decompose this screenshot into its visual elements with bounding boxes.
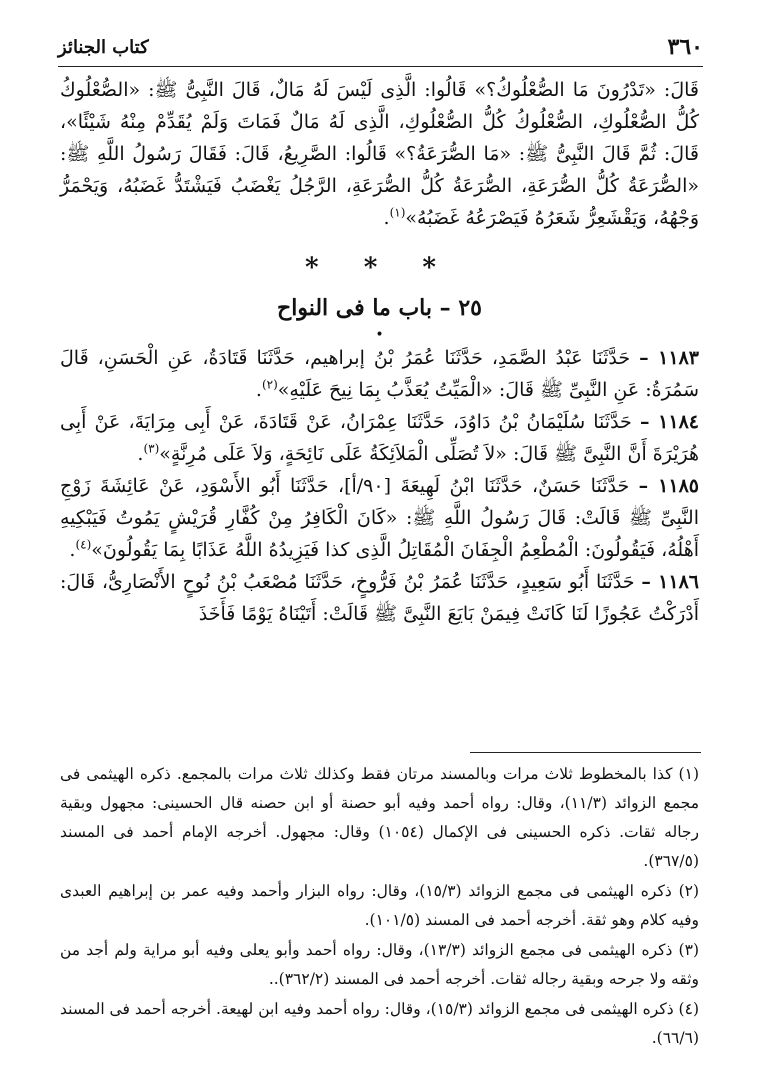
page-number: ٣٦٠ bbox=[667, 34, 703, 60]
book-title: كتاب الجنائز bbox=[58, 36, 149, 58]
hadith-text: حَدَّثَنَا عَبْدُ الصَّمَدِ، حَدَّثَنَا عُمَرُ بْنُ إبراهيم، حَدَّثَنَا قَتَادَةُ، عَنِ الْحَسَنِ، قَالَ سَمُرَةُ: عَنِ النَّبِىِّ ﷺ قَالَ: «الْمَيِّتُ يُعَذَّبُ بِمَا نِيحَ عَلَيْهِ» bbox=[60, 347, 699, 401]
hadith-1183: ١١٨٣ – حَدَّثَنَا عَبْدُ الصَّمَدِ، حَدَّثَنَا عُمَرُ بْنُ إبراهيم، حَدَّثَنَا قَتَادَةُ، عَنِ الْحَسَنِ، قَالَ سَمُرَةُ: عَنِ النَّبِىِّ ﷺ قَالَ: «الْمَيِّتُ يُعَذَّبُ بِمَا نِيحَ عَلَيْهِ»$^{(٢)}$. bbox=[60, 347, 699, 401]
footnote-ref: (١) bbox=[389, 205, 406, 220]
main-text bbox=[60, 74, 699, 630]
footnote-ref: (٢) bbox=[261, 377, 278, 392]
dot-mark: • bbox=[375, 327, 384, 343]
footnote-ref: (٣) bbox=[143, 441, 160, 456]
footnote-ref: (٤) bbox=[75, 537, 92, 552]
footnotes bbox=[60, 760, 699, 1054]
hadith-number: ١١٨٣ – bbox=[639, 347, 699, 369]
section-separator: * * * bbox=[305, 253, 454, 283]
hadith-number: ١١٨٤ – bbox=[639, 411, 699, 433]
hadith-number: ١١٨٥ – bbox=[638, 475, 699, 497]
hadith-text: حَدَّثَنَا أَبُو سَعِيدٍ، حَدَّثَنَا عُمَرُ بْنُ فَرُّوخٍ، حَدَّثَنَا مُصْعَبُ بْنُ نُوحٍ الأَنْصَارِىُّ، قَالَ: أَدْرَكْتُ عَجُوزًا لَنَا كَانَتْ فِيمَنْ بَايَعَ النَّبِىَّ ﷺ قَالَتْ: أَتَيْنَاهُ يَوْمًا فَأَخَذَ bbox=[60, 571, 699, 625]
hadith-1186 bbox=[60, 566, 699, 630]
hadith-number: ١١٨٦ – bbox=[641, 571, 699, 593]
hadith-text: حَدَّثَنَا سُلَيْمَانُ بْنُ دَاوُدَ، حَدَّثَنَا عِمْرَانُ، عَنْ قَتَادَةَ، عَنْ أَبِى مِرَايَةَ، عَنْ أَبِى هُرَيْرَةَ أَنَّ النَّبِىَّ ﷺ قَالَ: «لاَ تُصَلِّى الْمَلاَئِكَةُ عَلَى نَائِحَةٍ، وَلاَ عَلَى مُرِنَّةٍ» bbox=[60, 411, 699, 465]
hadith-1185: ١١٨٥ – حَدَّثَنَا حَسَنٌ، حَدَّثَنَا ابْنُ لَهِيعَةَ [٩٠/أ]، حَدَّثَنَا أَبُو الأَسْوَدِ، عَنْ عَائِشَةَ زَوْجِ النَّبِىِّ ﷺ قَالَتْ: قَالَ رَسُولُ اللَّهِ ﷺ: «كَانَ الْكَافِرُ مِنْ كُفَّارِ قُرَيْشٍ يَمُوتُ فَيَبْكِيهِ أَهْلُهُ، فَيَقُولُونَ: الْمُطْعِمُ الْجِفَانَ الْمُقَاتِلُ الَّذِى كذا فَيَزِيدُهُ اللَّهُ عَذَابًا بِمَا يَقُولُونَ»$^{(٤)}$. bbox=[60, 475, 699, 561]
footnote-1: (١) كذا بالمخطوط ثلاث مرات وبالمسند مرتان فقط وكذلك ثلاث مرات بالمجمع. ذكره الهيثمى فى مجمع الزوائد (١١/٣)، وقال: رواه أحمد وفيه أبو حصنة أو ابن حصنه قال الحسينى: مجهول وبقية رجاله ثقات. ذكره الحسينى فى الإكمال (١٠٥٤) وقال: مجهول. أخرجه الإمام أحمد فى المسند (٣٦٧/٥). bbox=[60, 765, 699, 870]
continued-hadith-text: قَالَ: «تَدْرُونَ مَا الصُّعْلُوكُ؟» قَالُوا: الَّذِى لَيْسَ لَهُ مَالٌ، قَالَ النَّبِىُّ ﷺ: «الصُّعْلُوكُ كُلُّ الصُّعْلُوكِ، الصُّعْلُوكُ كُلُّ الصُّعْلُوكِ، الَّذِى لَهُ مَالٌ فَمَاتَ وَلَمْ يُقَدِّمْ مِنْهُ شَيْئًا»، قَالَ: ثُمَّ قَالَ النَّبِىُّ ﷺ: «مَا الصُّرَعَةُ؟» قَالُوا: الصَّرِيعُ، قَالَ: فَقَالَ رَسُولُ اللَّهِ ﷺ: «الصُّرَعَةُ كُلُّ الصُّرَعَةِ، الصُّرَعَةُ كُلُّ الصُّرَعَةِ، الرَّجُلُ يَغْضَبُ فَيَشْتَدُّ غَضَبُهُ، وَيَحْمَرُّ وَجْهُهُ، وَيَقْشَعِرُّ شَعَرُهُ فَيَصْرَعُهُ غَضَبُهُ» bbox=[60, 79, 699, 229]
footnote-rule bbox=[470, 752, 701, 753]
continued-hadith: قَالَ: «تَدْرُونَ مَا الصُّعْلُوكُ؟» قَالُوا: الَّذِى لَيْسَ لَهُ مَالٌ، قَالَ النَّبِىُّ ﷺ: «الصُّعْلُوكُ كُلُّ الصُّعْلُوكِ، الصُّعْلُوكُ كُلُّ الصُّعْلُوكِ، الَّذِى لَهُ مَالٌ فَمَاتَ وَلَمْ يُقَدِّمْ مِنْهُ شَيْئًا»، قَالَ: ثُمَّ قَالَ النَّبِىُّ ﷺ: «مَا الصُّرَعَةُ؟» قَالُوا: الصَّرِيعُ، قَالَ: فَقَالَ رَسُولُ اللَّهِ ﷺ: «الصُّرَعَةُ كُلُّ الصُّرَعَةِ، الصُّرَعَةُ كُلُّ الصُّرَعَةِ، الرَّجُلُ يَغْضَبُ فَيَشْتَدُّ غَضَبُهُ، وَيَحْمَرُّ وَجْهُهُ، وَيَقْشَعِرُّ شَعَرُهُ فَيَصْرَعُهُ غَضَبُهُ»$^{(١)}$. bbox=[60, 79, 699, 229]
footnote-3: (٣) ذكره الهيثمى فى مجمع الزوائد (١٣/٣)، وقال: رواه أحمد وأبو يعلى وفيه أبو مراية ولم أجد من وثقه ولا جرحه وبقية رجاله ثقات. أخرجه أحمد فى المسند (٣٦٢/٢).. bbox=[60, 941, 699, 988]
footnote-4: (٤) ذكره الهيثمى فى مجمع الزوائد (١٥/٣)، وقال: رواه أحمد وفيه ابن لهيعة. أخرجه أحمد فى المسند (٦٦/٦). bbox=[60, 1000, 699, 1047]
header-rule bbox=[58, 66, 703, 67]
hadith-1184: ١١٨٤ – حَدَّثَنَا سُلَيْمَانُ بْنُ دَاوُدَ، حَدَّثَنَا عِمْرَانُ، عَنْ قَتَادَةَ، عَنْ أَبِى مِرَايَةَ، عَنْ أَبِى هُرَيْرَةَ أَنَّ النَّبِىَّ ﷺ قَالَ: «لاَ تُصَلِّى الْمَلاَئِكَةُ عَلَى نَائِحَةٍ، وَلاَ عَلَى مُرِنَّةٍ»$^{(٣)}$. bbox=[60, 411, 699, 465]
hadith-text: حَدَّثَنَا حَسَنٌ، حَدَّثَنَا ابْنُ لَهِيعَةَ [٩٠/أ]، حَدَّثَنَا أَبُو الأَسْوَدِ، عَنْ عَائِشَةَ زَوْجِ النَّبِىِّ ﷺ قَالَتْ: قَالَ رَسُولُ اللَّهِ ﷺ: «كَانَ الْكَافِرُ مِنْ كُفَّارِ قُرَيْشٍ يَمُوتُ فَيَبْكِيهِ أَهْلُهُ، فَيَقُولُونَ: الْمُطْعِمُ الْجِفَانَ الْمُقَاتِلُ الَّذِى كذا فَيَزِيدُهُ اللَّهُ عَذَابًا بِمَا يَقُولُونَ» bbox=[60, 475, 699, 561]
footnote-2: (٢) ذكره الهيثمى فى مجمع الزوائد (١٥/٣)، وقال: رواه البزار وأحمد وفيه عمر بن إبراهيم العبدى وفيه كلام وهو ثقة. أخرجه أحمد فى المسند (١٠١/٥). bbox=[60, 882, 700, 929]
chapter-title: ٢٥ – باب ما فى النواح bbox=[277, 295, 482, 321]
running-header bbox=[58, 30, 703, 64]
